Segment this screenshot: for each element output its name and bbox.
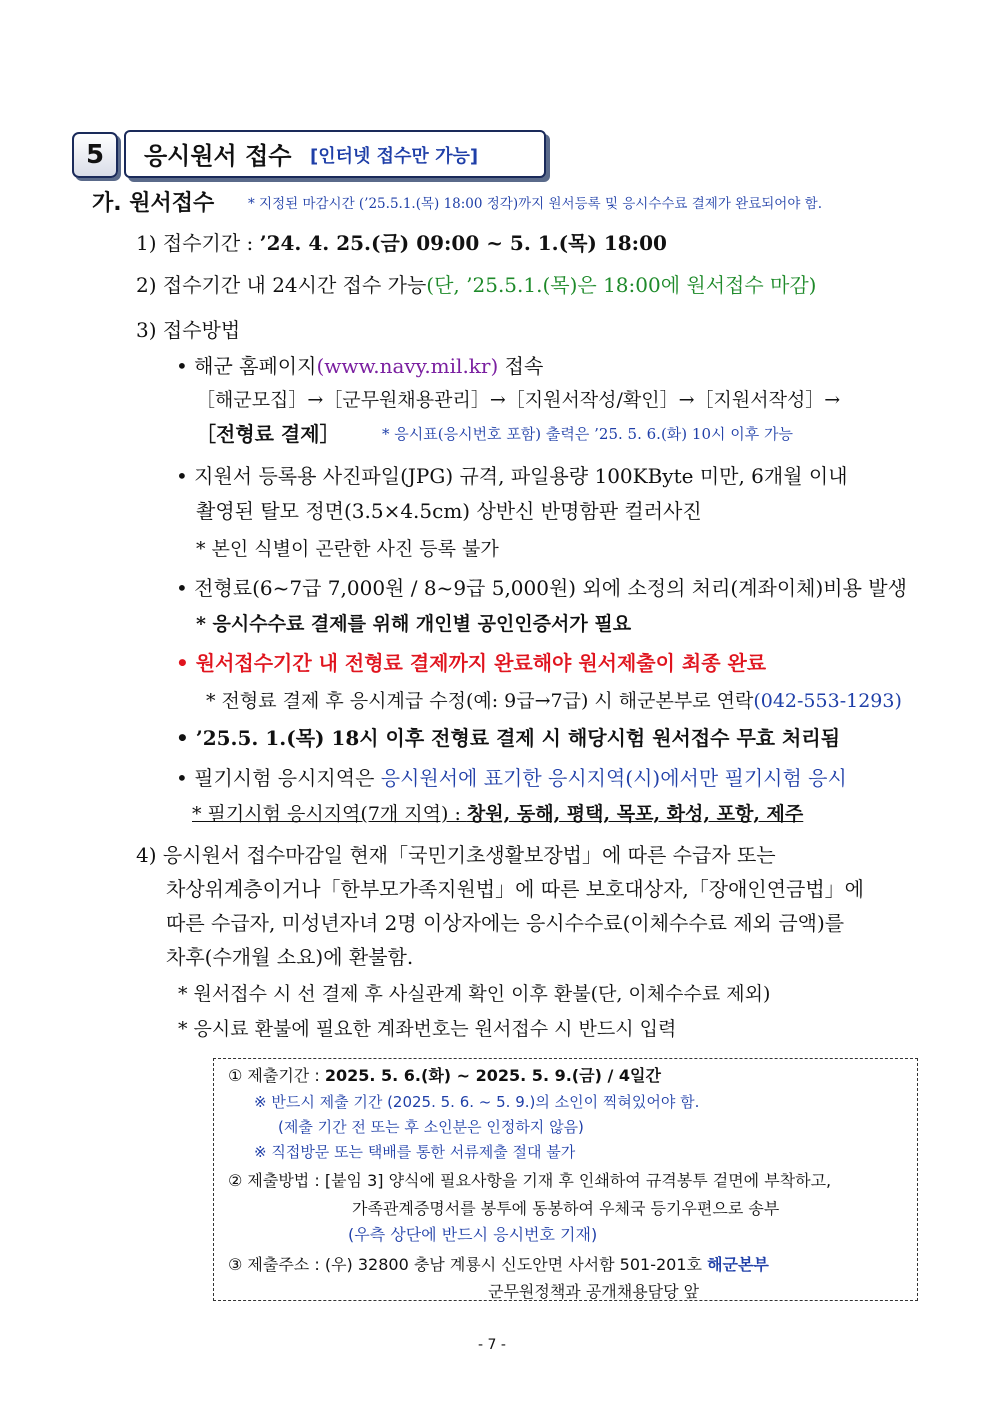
- page-number: - 7 -: [478, 1337, 506, 1353]
- submission-method-line1: [붙임 3] 양식에 필요사항을 기재 후 인쇄하여 규격봉투 겉면에 부착하고,: [324, 1171, 832, 1190]
- menu-path-payment: ［전형료 결제］: [196, 422, 340, 446]
- submission-period: [228, 1063, 661, 1086]
- exam-region-line: [176, 762, 847, 791]
- section-number: 5: [72, 132, 118, 178]
- item-2-note: (단, ’25.5.1.(목)은 18:00에 원서접수 마감): [426, 273, 817, 297]
- payment-complete-warning: • 원서접수기간 내 전형료 결제까지 완료해야 원서제출이 최종 완료: [176, 651, 767, 675]
- refund-line2: 차상위계층이거나「한부모가족지원법」에 따른 보호대상자,「장애인연금법」에: [166, 877, 864, 901]
- deadline-note: * 지정된 마감시간 (’25.5.1.(목) 18:00 정각)까지 원서등록 및 응시수수료 결제가 완료되어야 함.: [248, 196, 823, 212]
- submission-period-value: 2025. 5. 6.(화) ~ 2025. 5. 9.(금) / 4일간: [324, 1066, 661, 1085]
- submission-address-line2: 군무원정책과 공개채용담당 앞: [488, 1282, 700, 1301]
- exam-region-prefix: • 필기시험 응시지역은: [176, 766, 381, 790]
- refund-line1: 4) 응시원서 접수마감일 현재「국민기초생활보장법」에 따른 수급자 또는: [136, 843, 776, 867]
- submission-address-line1: (우) 32800 충남 계룡시 신도안면 사서함 501-201호: [324, 1255, 708, 1274]
- refund-line3: 따른 수급자, 미성년자녀 2명 이상자에는 응시수수료(이체수수료 제외 금액)를: [166, 911, 845, 935]
- submission-method-line3: (우측 상단에 반드시 응시번호 기재): [348, 1225, 598, 1244]
- submission-method: [228, 1168, 831, 1191]
- submission-notice-box: [213, 1058, 918, 1301]
- bullet-homepage-prefix: • 해군 홈페이지: [176, 354, 317, 378]
- fee-line: • 전형료(6~7급 7,000원 / 8~9급 5,000원) 외에 소정의 처리(계좌이체)비용 발생: [176, 576, 907, 600]
- exam-region-note-prefix: * 필기시험 응시지역(7개 지역) :: [192, 803, 467, 825]
- item-2-label: 2) 접수기간 내 24시간 접수 가능: [136, 273, 427, 297]
- item-2: [136, 269, 816, 298]
- photo-spec-line1: • 지원서 등록용 사진파일(JPG) 규격, 파일용량 100KByte 미만, 6개월 이내: [176, 464, 848, 488]
- item-3-label: 3) 접수방법: [136, 318, 241, 342]
- exam-region-note: [192, 799, 803, 826]
- section-subtitle: [인터넷 접수만 가능]: [310, 146, 479, 167]
- section-title: 응시원서 접수: [144, 142, 292, 170]
- postmark-note: ※ 반드시 제출 기간 (2025. 5. 6. ~ 5. 9.)의 소인이 찍혀있어야 함.: [254, 1093, 700, 1111]
- refund-note-1: * 원서접수 시 선 결제 후 사실관계 확인 이후 환불(단, 이체수수료 제외): [178, 983, 771, 1005]
- submission-method-line2: 가족관계증명서를 봉투에 동봉하여 우체국 등기우편으로 송부: [352, 1199, 780, 1218]
- admission-ticket-note: * 응시표(응시번호 포함) 출력은 ’25. 5. 6.(화) 10시 이후 가능: [382, 425, 793, 443]
- homepage-url: (www.navy.mil.kr): [316, 354, 499, 378]
- photo-note: * 본인 식별이 곤란한 사진 등록 불가: [196, 538, 499, 560]
- bullet-homepage: [176, 350, 543, 379]
- postmark-note-2: (제출 기간 전 또는 후 소인분은 인정하지 않음): [278, 1118, 584, 1136]
- submission-address: [228, 1252, 769, 1275]
- submission-address-label: ③ 제출주소 :: [228, 1255, 325, 1274]
- grade-change-note: [206, 686, 902, 713]
- refund-line4: 차후(수개월 소요)에 환불함.: [166, 945, 414, 969]
- no-direct-submission-note: ※ 직접방문 또는 택배를 통한 서류제출 절대 불가: [254, 1143, 576, 1161]
- late-payment-warning: • ’25.5. 1.(목) 18시 이후 전형료 결제 시 해당시험 원서접수 무효 처리됨: [176, 726, 841, 750]
- item-1-label: 1) 접수기간 :: [136, 231, 260, 255]
- item-1-value: ’24. 4. 25.(금) 09:00 ~ 5. 1.(목) 18:00: [259, 231, 667, 255]
- photo-spec-line2: 촬영된 탈모 정면(3.5×4.5cm) 상반신 반명함판 컬러사진: [196, 499, 702, 523]
- refund-note-2: * 응시료 환불에 필요한 계좌번호는 원서접수 시 반드시 입력: [178, 1018, 677, 1040]
- submission-period-label: ① 제출기간 :: [228, 1066, 325, 1085]
- bullet-homepage-suffix: 접속: [498, 354, 544, 378]
- menu-path: ［해군모집］→［군무원채용관리］→［지원서작성/확인］→［지원서작성］→: [196, 389, 841, 411]
- grade-change-text: * 전형료 결제 후 응시계급 수정(예: 9급→7급) 시 해군본부로 연락: [206, 690, 754, 712]
- contact-phone: (042-553-1293): [753, 690, 902, 712]
- item-1: [136, 227, 667, 256]
- navy-hq: 해군본부: [707, 1255, 769, 1274]
- exam-region-list: 창원, 동해, 평택, 목포, 화성, 포항, 제주: [466, 803, 804, 825]
- certificate-note: * 응시수수료 결제를 위해 개인별 공인인증서가 필요: [196, 613, 632, 635]
- subsection-heading: 가. 원서접수: [92, 191, 215, 216]
- exam-region-rule: 응시원서에 표기한 응시지역(시)에서만 필기시험 응시: [380, 766, 847, 790]
- submission-method-label: ② 제출방법 :: [228, 1171, 325, 1190]
